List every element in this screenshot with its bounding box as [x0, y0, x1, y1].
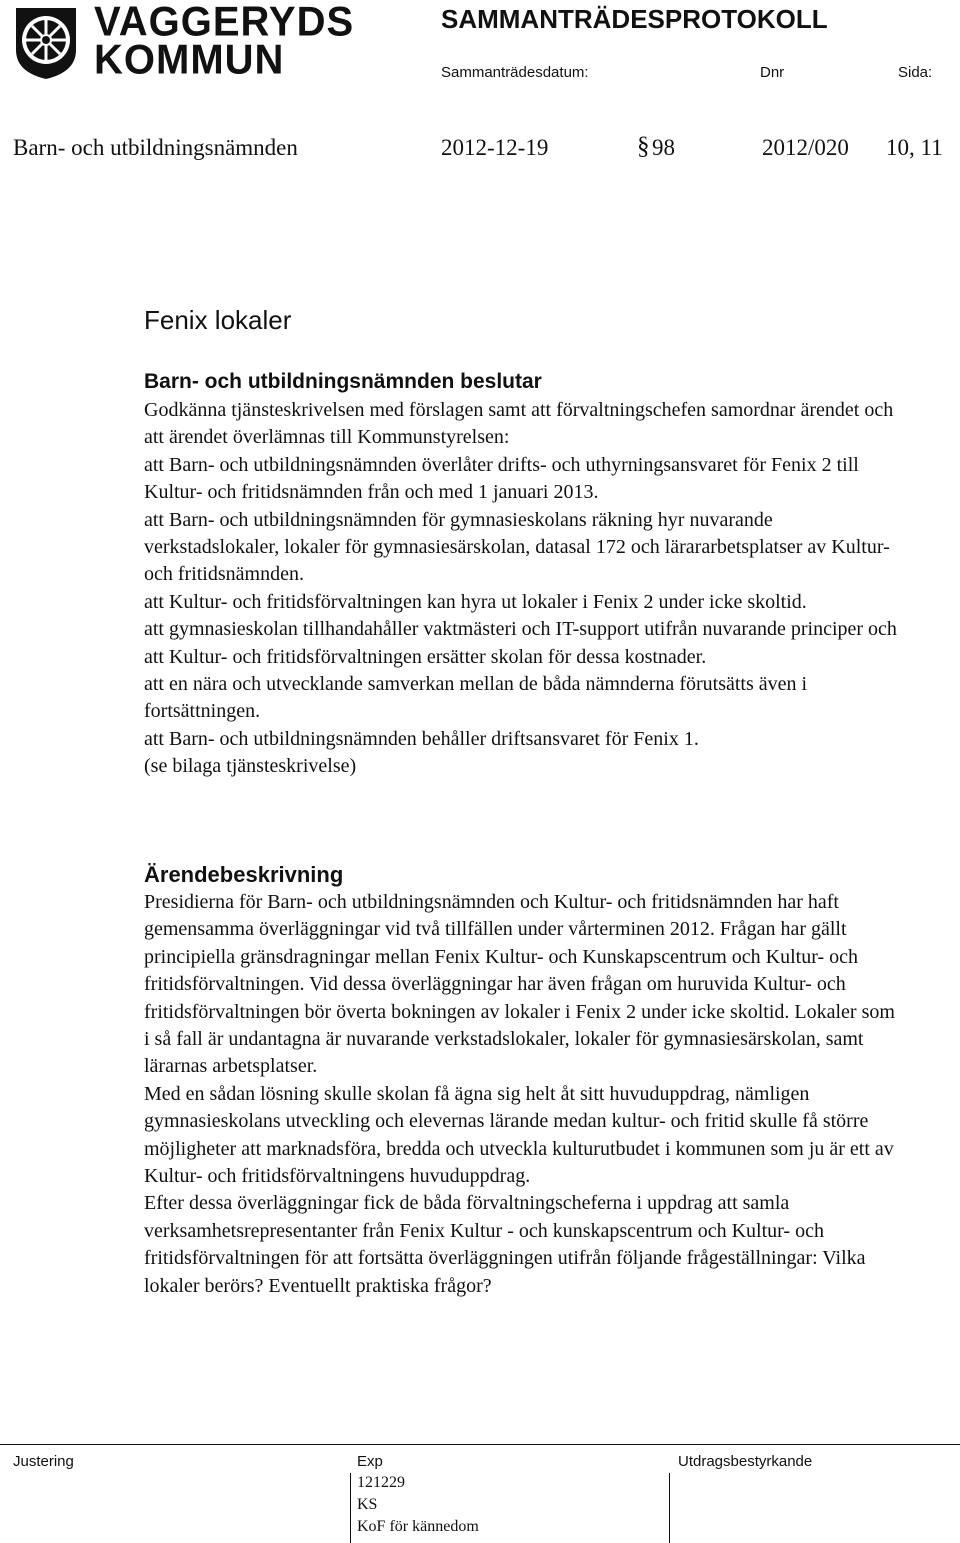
description-heading: Ärendebeskrivning — [144, 862, 344, 887]
decision-body — [144, 397, 904, 781]
section-symbol: § — [637, 133, 650, 160]
utdrag-label: Utdragsbestyrkande — [678, 1453, 813, 1470]
decision-paragraph: att Barn- och utbildningsnämnden behåller driftsansvaret för Fenix 1. — [144, 727, 699, 750]
document-title: SAMMANTRÄDESPROTOKOLL — [441, 4, 828, 34]
decision-paragraph: att en nära och utvecklande samverkan mellan de båda nämnderna förutsätts även i fortsättningen. — [144, 673, 808, 723]
section-number: 98 — [652, 135, 675, 160]
page-numbers: 10, 11 — [886, 135, 943, 160]
description-body — [144, 889, 904, 1300]
case-title: Fenix lokaler — [144, 305, 292, 335]
decision-paragraph: att Barn- och utbildningsnämnden för gymnasieskolans räkning hyr nuvarande verkstadslokaler, lokaler för gymnasiesärskolan, datasal 172 och lärararbetsplatser av Kultur- och fritidsnämnden. — [144, 508, 890, 586]
page-label: Sida: — [898, 64, 933, 81]
board-name: Barn- och utbildningsnämnden — [13, 135, 298, 160]
dnr-label: Dnr — [760, 64, 785, 81]
meeting-date-label: Sammanträdesdatum: — [441, 64, 589, 81]
logo-line-2: KOMMUN — [94, 36, 285, 84]
footer-column-divider — [669, 1473, 670, 1543]
description-paragraph: Med en sådan lösning skulle skolan få ägna sig helt åt sitt huvuduppdrag, nämligen gymnasieskolans utveckling och elevernas lärande medan kultur- och fritid skulle få större möjligheter att marknadsföra, bredda och utveckla kulturutbudet i kommunen som ju är ett av Kultur- och fritidsförvaltningens huvuduppdrag. — [144, 1082, 894, 1188]
municipality-logo-shield — [13, 6, 79, 80]
decision-paragraph: Godkänna tjänsteskrivelsen med förslagen samt att förvaltningschefen samordnar ärendet och att ärendet överlämnas till Kommunstyrelsen: — [144, 399, 894, 449]
exp-recipient: KoF för kännedom — [357, 1518, 479, 1535]
footer-divider — [0, 1444, 960, 1445]
decision-paragraph: (se bilaga tjänsteskrivelse) — [144, 755, 357, 778]
justering-label: Justering — [13, 1453, 74, 1470]
decision-heading: Barn- och utbildningsnämnden beslutar — [144, 370, 542, 393]
footer-column-divider — [350, 1473, 351, 1543]
dnr-value: 2012/020 — [762, 135, 849, 160]
decision-paragraph: att gymnasieskolan tillhandahåller vaktmästeri och IT-support utifrån nuvarande principer och att Kultur- och fritidsförvaltningen ersätter skolan för dessa kostnader. — [144, 618, 897, 668]
exp-recipient: KS — [357, 1496, 378, 1513]
municipality-logo-text — [94, 0, 355, 84]
exp-label: Exp — [357, 1453, 383, 1470]
decision-paragraph: att Barn- och utbildningsnämnden överlåter drifts- och uthyrningsansvaret för Fenix 2 till Kultur- och fritidsnämnden från och med 1 januari 2013. — [144, 453, 859, 504]
meeting-date: 2012-12-19 — [441, 135, 549, 160]
decision-paragraph: att Kultur- och fritidsförvaltningen kan hyra ut lokaler i Fenix 2 under icke skoltid. — [144, 590, 807, 613]
description-paragraph: Efter dessa överläggningar fick de båda förvaltningscheferna i uppdrag att samla verksamhetsrepresentanter från Fenix Kultur - och kunskapscentrum och Kultur- och fritidsförvaltningen för att fortsätta överläggningen utifrån följande frågeställningar: Vilka lokaler berörs? Eventuellt praktiska frågor? — [144, 1192, 866, 1297]
description-paragraph: Presidierna för Barn- och utbildningsnämnden och Kultur- och fritidsnämnden har haft gemensamma överläggningar vid två tillfällen under vårterminen 2012. Frågan har gällt principiella gränsdragningar mellan Fenix Kultur- och Kunskapscentrum och Kultur- och fritidsförvaltningen. Vid dessa överläggningar har även frågan om huruvida Kultur- och fritidsförvaltningen bör överta bokningen av lokaler i Fenix 2 under icke skoltid. Lokaler som i så fall är undantagna är nuvarande verkstadslokaler, lokaler för gymnasiesärskolan, samt lärarnas arbetsplatser. — [144, 891, 895, 1078]
exp-date: 121229 — [357, 1474, 405, 1491]
logo-line-1: VAGGERYDS — [94, 0, 355, 46]
